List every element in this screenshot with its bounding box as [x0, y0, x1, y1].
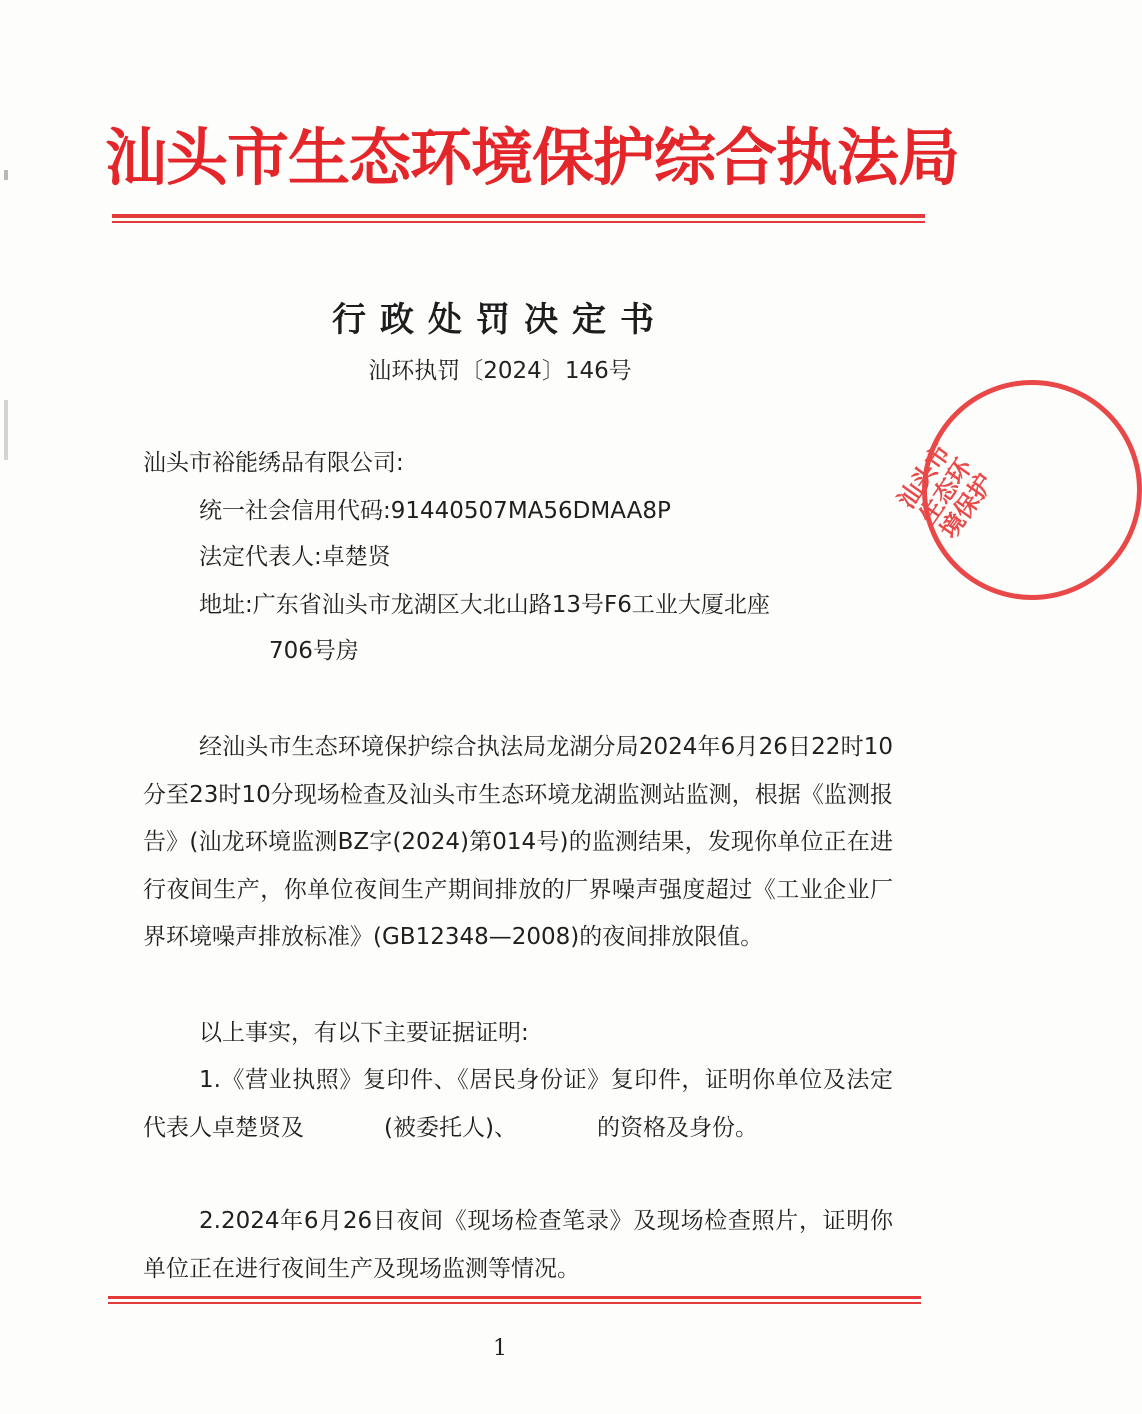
evidence-item-1-part1: 1.《营业执照》复印件、《居民身份证》复印件，证明你单位及法定代表人卓楚贤及: [143, 1067, 893, 1141]
findings-paragraph: 经汕头市生态环境保护综合执法局龙湖分局2024年6月26日22时10分至23时10分现场检查及汕头市生态环境龙湖监测站监测，根据《监测报告》(汕龙环境监测BZ字(2024)第014号)的监测结果，发现你单位正在进行夜间生产，你单位夜间生产期间排放的厂界噪声强度超过《工业企业厂界环境噪声排放标准》(GB12348—2008)的夜间排放限值。: [143, 734, 893, 951]
credit-code-label: 统一社会信用代码:: [199, 498, 391, 524]
evidence-item-1: [143, 1057, 893, 1152]
redacted-name-1: [304, 1105, 384, 1153]
legal-rep-value: 卓楚贤: [321, 544, 391, 570]
redacted-name-2: [517, 1105, 597, 1153]
address-line: [199, 590, 770, 620]
header-rule-thin: [112, 221, 925, 223]
scan-edge-mark-2: [4, 400, 8, 460]
evidence-intro: 以上事实，有以下主要证据证明:: [199, 1020, 529, 1046]
recipient-name: 汕头市裕能绣品有限公司:: [143, 450, 404, 476]
footer-rule-thick: [108, 1296, 921, 1299]
document-title: 行政处罚决定书: [332, 300, 668, 340]
legal-rep-line: [199, 542, 391, 572]
scan-edge-mark-1: [4, 170, 8, 180]
footer-rule-thin: [108, 1302, 921, 1304]
header-rule-thick: [112, 214, 925, 218]
seal-text: 汕头市生态环境保护: [892, 438, 1000, 544]
official-seal: [892, 380, 1142, 600]
legal-rep-label: 法定代表人:: [199, 544, 322, 570]
address-value-line2: 706号房: [269, 638, 359, 664]
credit-code-line: [199, 496, 671, 526]
evidence-item-1-part3: 的资格及身份。: [596, 1114, 758, 1141]
page-number: 1: [493, 1336, 507, 1361]
document-number: 汕环执罚〔2024〕146号: [368, 358, 632, 384]
address-value-line1: 广东省汕头市龙湖区大北山路13号F6工业大厦北座: [252, 592, 770, 618]
credit-code-value: 91440507MA56DMAA8P: [390, 498, 671, 524]
agency-header: 汕头市生态环境保护综合执法局: [105, 121, 960, 194]
evidence-item-1-part2: (被委托人)、: [384, 1114, 517, 1141]
address-label: 地址:: [199, 592, 253, 618]
evidence-item-2: 2.2024年6月26日夜间《现场检查笔录》及现场检查照片，证明你单位正在进行夜间生产及现场监测等情况。: [143, 1208, 893, 1282]
